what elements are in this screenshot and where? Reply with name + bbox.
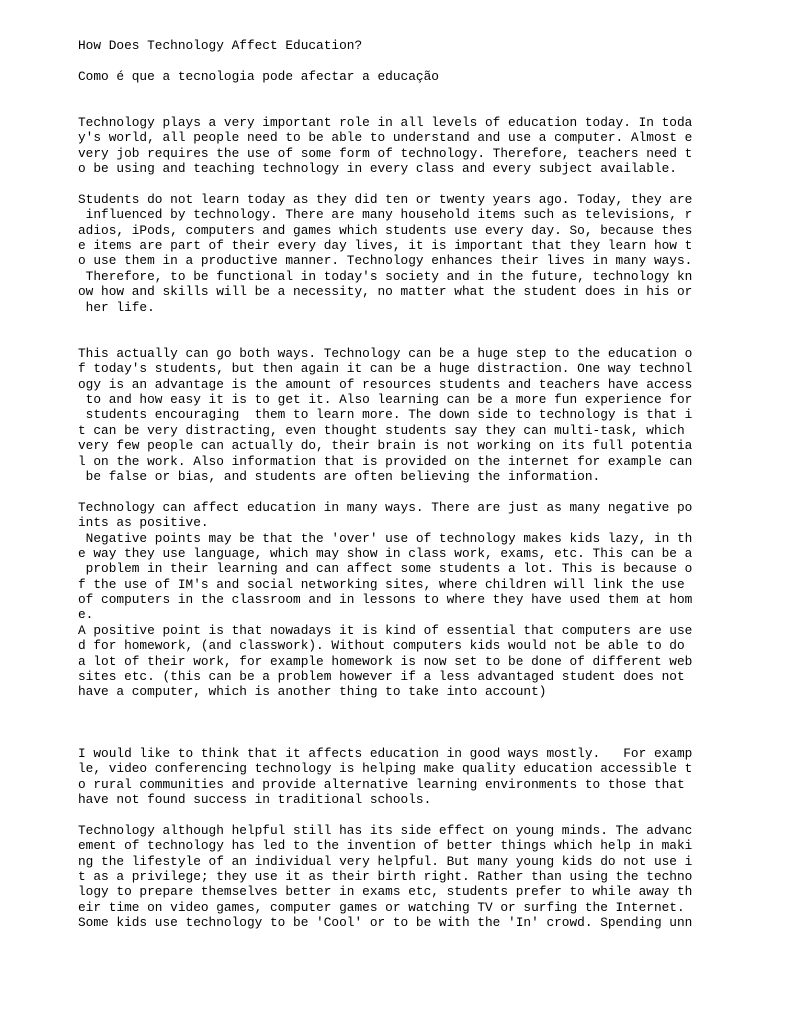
text-line xyxy=(78,700,718,715)
text-line: eir time on video games, computer games or watching TV or surfing the Internet. xyxy=(78,899,685,915)
text-line: Negative points may be that the 'over' use of technology makes kids lazy, in th xyxy=(78,530,693,546)
document-page xyxy=(78,38,718,931)
text-line: very few people can actually do, their brain is not working on its full potentia xyxy=(78,438,693,454)
text-line: y's world, all people need to be able to understand and use a computer. Almost e xyxy=(78,130,693,146)
text-line xyxy=(78,100,718,115)
text-line xyxy=(78,731,718,746)
text-line: very job requires the use of some form of technology. Therefore, teachers need t xyxy=(78,145,693,161)
text-line xyxy=(78,177,718,192)
text-line: to and how easy it is to get it. Also learning can be a more fun experience for xyxy=(78,391,693,407)
text-line: e way they use language, which may show in class work, exams, etc. This can be a xyxy=(78,545,693,561)
text-line: f today's students, but then again it can be a huge distraction. One way technol xyxy=(78,361,693,377)
text-line: a lot of their work, for example homework is now set to be done of different web xyxy=(78,653,693,669)
text-line: This actually can go both ways. Technology can be a huge step to the education o xyxy=(78,345,693,361)
text-line: logy to prepare themselves better in exams etc, students prefer to while away th xyxy=(78,884,693,900)
text-line: ng the lifestyle of an individual very helpful. But many young kids do not use i xyxy=(78,853,693,869)
text-line: ow how and skills will be a necessity, no matter what the student does in his or xyxy=(78,284,693,300)
text-line: Technology can affect education in many ways. There are just as many negative po xyxy=(78,499,693,515)
text-line: e. xyxy=(78,607,94,623)
text-line: students encouraging them to learn more. The down side to technology is that i xyxy=(78,407,693,423)
text-line: ogy is an advantage is the amount of resources students and teachers have access xyxy=(78,376,693,392)
text-line xyxy=(78,84,718,99)
text-line xyxy=(78,330,718,345)
text-line xyxy=(78,715,718,730)
text-line: have not found success in traditional schools. xyxy=(78,792,432,808)
text-line: Technology although helpful still has its side effect on young minds. The advanc xyxy=(78,822,693,838)
text-line: problem in their learning and can affect some students a lot. This is because o xyxy=(78,561,693,577)
text-line: e items are part of their every day lives, it is important that they learn how t xyxy=(78,238,693,254)
text-line xyxy=(78,808,718,823)
text-line: influenced by technology. There are many household items such as televisions, r xyxy=(78,207,693,223)
text-line: ement of technology has led to the invention of better things which help in maki xyxy=(78,838,693,854)
text-line: o be using and teaching technology in every class and every subject available. xyxy=(78,161,677,177)
text-line: o use them in a productive manner. Technology enhances their lives in many ways. xyxy=(78,253,693,269)
text-line xyxy=(78,315,718,330)
text-line: o rural communities and provide alternative learning environments to those that xyxy=(78,776,685,792)
text-line: her life. xyxy=(78,299,155,315)
text-line: d for homework, (and classwork). Without computers kids would not be able to do xyxy=(78,638,685,654)
text-line: of computers in the classroom and in lessons to where they have used them at hom xyxy=(78,592,693,608)
text-line: Technology plays a very important role in all levels of education today. In toda xyxy=(78,114,693,130)
text-line: have a computer, which is another thing to take into account) xyxy=(78,684,547,700)
text-line xyxy=(78,53,718,68)
text-line: be false or bias, and students are often believing the information. xyxy=(78,468,601,484)
text-line: I would like to think that it affects education in good ways mostly. For examp xyxy=(78,745,693,761)
text-line: ints as positive. xyxy=(78,515,209,531)
text-line: t as a privilege; they use it as their birth right. Rather than using the techno xyxy=(78,869,693,885)
text-line: A positive point is that nowadays it is kind of essential that computers are use xyxy=(78,622,693,638)
text-line: t can be very distracting, even thought students say they can multi-task, which xyxy=(78,422,685,438)
text-line: le, video conferencing technology is helping make quality education accessible t xyxy=(78,761,693,777)
text-line: sites etc. (this can be a problem however if a less advantaged student does not xyxy=(78,669,685,685)
text-line xyxy=(78,484,718,499)
text-line: How Does Technology Affect Education? xyxy=(78,38,363,53)
text-line: f the use of IM's and social networking sites, where children will link the use xyxy=(78,576,685,592)
text-line: Students do not learn today as they did ten or twenty years ago. Today, they are xyxy=(78,191,693,207)
text-line: Como é que a tecnologia pode afectar a educação xyxy=(78,68,439,84)
text-line: l on the work. Also information that is provided on the internet for example can xyxy=(78,453,693,469)
text-line: Some kids use technology to be 'Cool' or to be with the 'In' crowd. Spending unn xyxy=(78,915,693,931)
text-line: Therefore, to be functional in today's society and in the future, technology kn xyxy=(78,268,693,284)
text-line: adios, iPods, computers and games which students use every day. So, because thes xyxy=(78,222,693,238)
